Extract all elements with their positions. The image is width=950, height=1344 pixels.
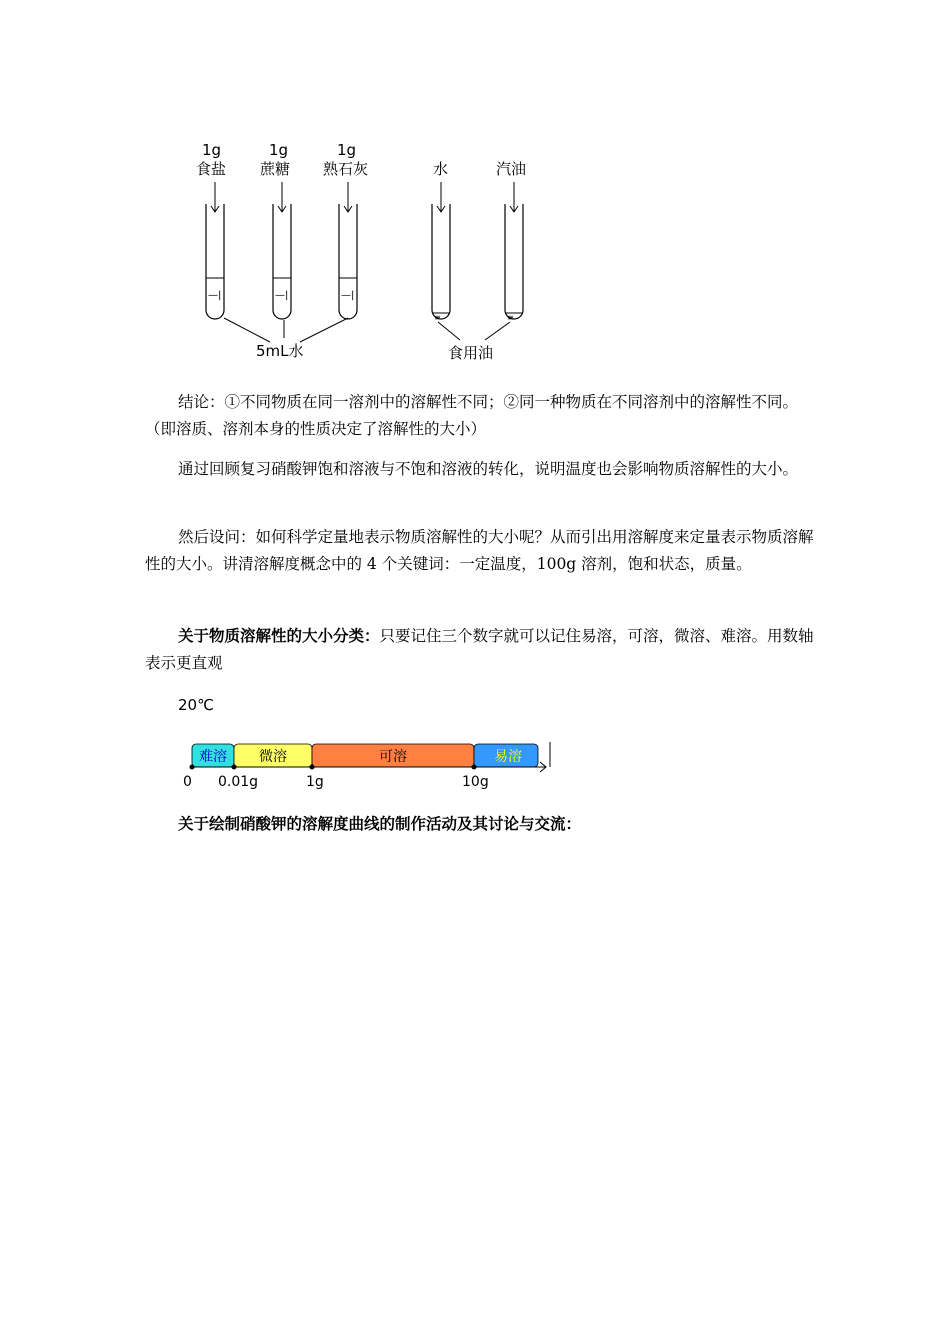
tick-dot-001 [232,765,237,770]
tick-dot-0 [190,765,195,770]
test-tube-diagram [180,130,600,370]
tick-label-001: 0.01g [218,774,259,790]
svg-text:—|: —| [341,290,355,301]
caption-oil: 食用油 [448,344,494,362]
tick-label-0: 0 [183,774,192,790]
paragraph-conclusion: 结论：①不同物质在同一溶剂中的溶解性不同；②同一种物质在不同溶剂中的溶解性不同。（即溶质、溶剂本身的性质决定了溶解性的大小） [145,393,799,438]
classification-bold: 关于物质溶解性的大小分类： [178,626,380,645]
classification-rest: 只要记住三个数字就可以记住易溶，可溶，微溶、难溶。用数轴表示更直观 [145,627,814,672]
tube-3-label: 熟石灰 [323,160,369,178]
caption-water: 5mL水 [256,342,304,360]
tube-1-dose: 1g [202,141,222,159]
segment-label-nanrong: 难溶 [199,749,227,765]
tick-dot-1 [310,765,315,770]
solubility-number-line [178,736,558,796]
svg-text:—|: —| [275,290,289,301]
temperature-label: 20℃ [178,696,214,714]
test-tube-figure [180,130,600,370]
tube-2-label: 蔗糖 [260,160,291,178]
segment-label-kerong: 可溶 [379,749,407,765]
segment-label-yirong: 易溶 [494,749,522,765]
tube-3-dose: 1g [337,141,357,159]
tick-label-1: 1g [306,774,324,790]
paragraph-temperature: 通过回顾复习硝酸钾饱和溶液与不饱和溶液的转化，说明温度也会影响物质溶解性的大小。 [178,460,799,478]
svg-text:—|: —| [208,290,222,301]
tick-label-10: 10g [462,774,489,790]
tube-5-label: 汽油 [496,160,527,178]
section-heading: 关于绘制硝酸钾的溶解度曲线的制作活动及其讨论与交流： [178,814,582,833]
paragraph-question: 然后设问：如何科学定量地表示物质溶解性的大小呢？从而引出用溶解度来定量表示物质溶解性的大小。讲清溶解度概念中的 4 个关键词：一定温度，100g 溶剂，饱和状态，质量。 [145,528,814,573]
tick-dot-10 [472,765,477,770]
segment-label-weirong: 微溶 [259,749,287,765]
tube-1-label: 食盐 [196,160,227,178]
svg-text:≡: ≡ [507,313,514,322]
paragraph-classification [145,622,815,677]
number-line-svg [178,736,558,796]
svg-text:≡: ≡ [434,313,441,322]
tube-4-label: 水 [433,160,449,178]
tube-2-dose: 1g [269,141,289,159]
